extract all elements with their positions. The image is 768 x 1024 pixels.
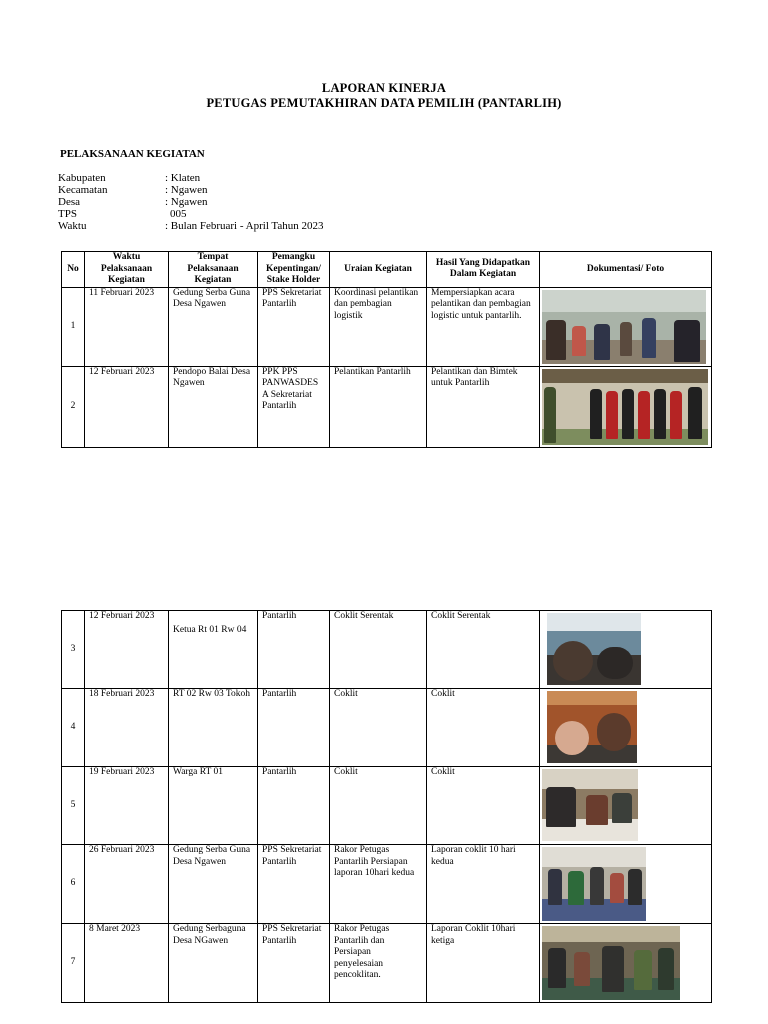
info-label: Kecamatan [58, 184, 108, 196]
row-pemangku: Pantarlih [258, 767, 330, 845]
row-no: 5 [62, 767, 85, 845]
row-uraian: Rakor Petugas Pantarlih dan Persiapan penyelesaian pencoklitan. [330, 924, 427, 1003]
row-photo-cell [540, 845, 712, 924]
row-waktu: 8 Maret 2023 [85, 924, 169, 1003]
row-waktu: 19 Februari 2023 [85, 767, 169, 845]
row-no: 1 [62, 287, 85, 366]
row-tempat: Gedung Serbaguna Desa NGawen [169, 924, 258, 1003]
row-tempat: Pendopo Balai Desa Ngawen [169, 366, 258, 447]
table-row [62, 767, 712, 845]
row-hasil: Mempersiapkan acara pelantikan dan pembagian logistic untuk pantarlih. [427, 287, 540, 366]
info-label: Waktu [58, 220, 87, 232]
activity-table-1 [61, 251, 712, 448]
row-no: 7 [62, 924, 85, 1003]
row-hasil: Coklit [427, 767, 540, 845]
table-row [62, 366, 712, 447]
row-tempat: Gedung Serba Guna Desa Ngawen [169, 287, 258, 366]
home-visit-photo [542, 769, 638, 841]
row-waktu: 12 Februari 2023 [85, 611, 169, 689]
info-value: : Ngawen [165, 196, 208, 208]
info-value: : Ngawen [165, 184, 208, 196]
meeting-photo [542, 926, 680, 1000]
header-pemangku: Pemangku Kepentingan/ Stake Holder [258, 252, 330, 288]
row-waktu: 18 Februari 2023 [85, 689, 169, 767]
row-photo-cell [540, 767, 712, 845]
header-hasil: Hasil Yang Didapatkan Dalam Kegiatan [427, 252, 540, 288]
selfie-photo [547, 613, 641, 685]
info-value: 005 [170, 208, 187, 220]
report-title: LAPORAN KINERJA [321, 81, 447, 95]
row-uraian: Coklit [330, 767, 427, 845]
row-uraian: Pelantikan Pantarlih [330, 366, 427, 447]
row-pemangku: Pantarlih [258, 689, 330, 767]
row-waktu: 26 Februari 2023 [85, 845, 169, 924]
row-tempat: Gedung Serba Guna Desa Ngawen [169, 845, 258, 924]
table-row [62, 924, 712, 1003]
row-hasil: Coklit [427, 689, 540, 767]
row-no: 2 [62, 366, 85, 447]
row-photo-cell [540, 287, 712, 366]
table-row [62, 845, 712, 924]
row-photo-cell [540, 924, 712, 1003]
row-hasil: Pelantikan dan Bimtek untuk Pantarlih [427, 366, 540, 447]
activity-table-2 [61, 610, 712, 1003]
row-photo-cell [540, 366, 712, 447]
report-subtitle: PETUGAS PEMUTAKHIRAN DATA PEMILIH (PANTARLIH) [206, 96, 562, 110]
section-heading: PELAKSANAAN KEGIATAN [60, 148, 205, 160]
table-header-row [62, 252, 712, 288]
info-label: Kabupaten [58, 172, 106, 184]
row-hasil: Coklit Serentak [427, 611, 540, 689]
inauguration-photo [542, 369, 708, 445]
info-value: : Klaten [165, 172, 201, 184]
meeting-hall-photo [542, 290, 706, 364]
info-label: Desa [58, 196, 80, 208]
row-uraian: Rakor Petugas Pantarlih Persiapan laporan 10hari kedua [330, 845, 427, 924]
header-dokumentasi: Dokumentasi/ Foto [540, 252, 712, 288]
header-waktu: Waktu Pelaksanaan Kegiatan [85, 252, 169, 288]
table-row [62, 689, 712, 767]
info-label: TPS [58, 208, 77, 220]
row-waktu: 11 Februari 2023 [85, 287, 169, 366]
selfie-photo [547, 691, 637, 763]
row-uraian: Coklit [330, 689, 427, 767]
row-photo-cell [540, 611, 712, 689]
row-pemangku: PPS Sekretariat Pantarlih [258, 845, 330, 924]
row-hasil: Laporan coklit 10 hari kedua [427, 845, 540, 924]
row-photo-cell [540, 689, 712, 767]
header-no: No [62, 252, 85, 288]
info-value: : Bulan Februari - April Tahun 2023 [165, 220, 324, 232]
row-no: 6 [62, 845, 85, 924]
row-tempat: RT 02 Rw 03 Tokoh [169, 689, 258, 767]
table-row [62, 611, 712, 689]
header-tempat: Tempat Pelaksanaan Kegiatan [169, 252, 258, 288]
row-waktu: 12 Februari 2023 [85, 366, 169, 447]
row-pemangku: Pantarlih [258, 611, 330, 689]
row-tempat: Ketua Rt 01 Rw 04 [169, 611, 258, 689]
row-uraian: Koordinasi pelantikan dan pembagian logistik [330, 287, 427, 366]
header-uraian: Uraian Kegiatan [330, 252, 427, 288]
row-tempat: Warga RT 01 [169, 767, 258, 845]
meeting-photo [542, 847, 646, 921]
row-pemangku: PPS Sekretariat Pantarlih [258, 287, 330, 366]
row-pemangku: PPK PPS PANWASDES A Sekretariat Pantarlih [258, 366, 330, 447]
row-pemangku: PPS Sekretariat Pantarlih [258, 924, 330, 1003]
row-uraian: Coklit Serentak [330, 611, 427, 689]
row-hasil: Laporan Coklit 10hari ketiga [427, 924, 540, 1003]
table-row [62, 287, 712, 366]
row-no: 3 [62, 611, 85, 689]
row-no: 4 [62, 689, 85, 767]
